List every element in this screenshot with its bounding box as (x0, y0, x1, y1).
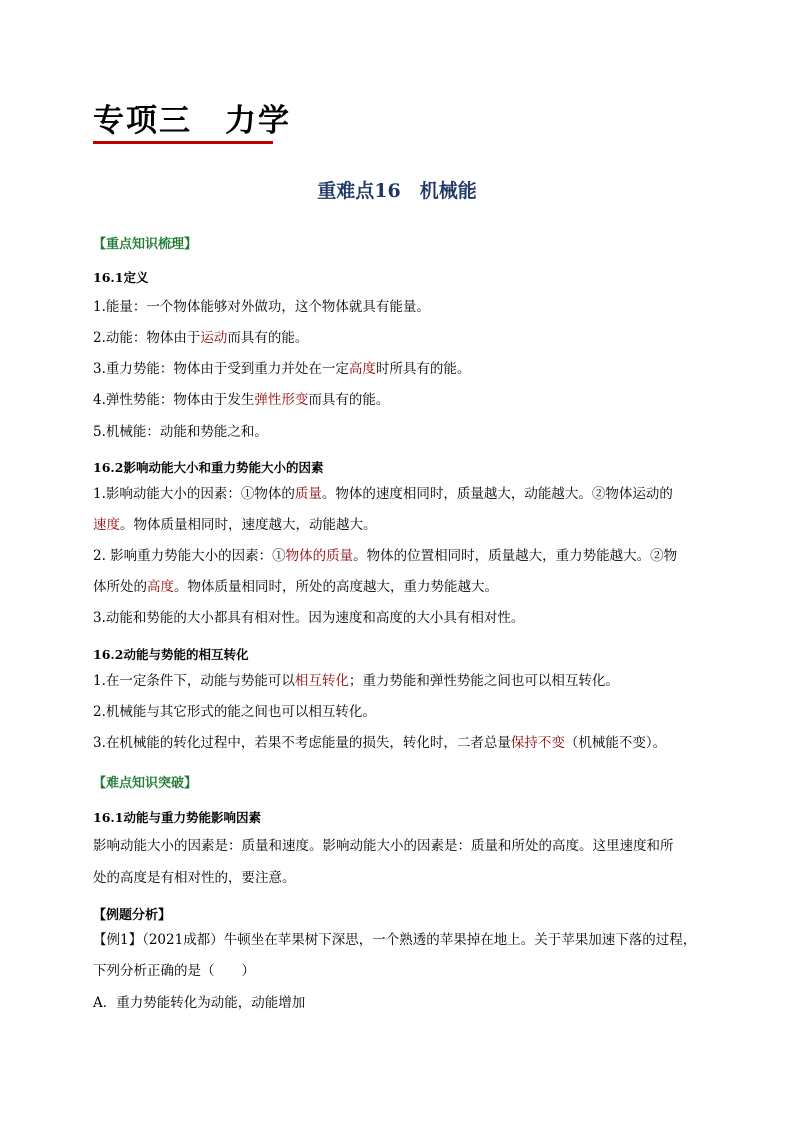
section-title: 重难点16 机械能 (317, 180, 477, 202)
text-line: A．重力势能转化为动能，动能增加 (93, 995, 306, 1011)
section-heading-difficult-points: 【难点知识突破】 (93, 776, 198, 791)
subheading-conversion: 16.2动能与势能的相互转化 (93, 647, 249, 662)
text-line: 3.动能和势能的大小都具有相对性。因为速度和高度的大小具有相对性。 (93, 610, 525, 626)
text-line: 1.影响动能大小的因素：①物体的质量。物体的速度相同时，质量越大，动能越大。②物体运动的 (93, 486, 673, 502)
text-line: 4.弹性势能：物体由于发生弹性形变而具有的能。 (93, 392, 390, 408)
highlight-text: 速度 (93, 517, 120, 533)
section-heading-key-knowledge: 【重点知识梳理】 (93, 237, 198, 252)
subheading-definition: 16.1定义 (93, 270, 149, 285)
text-line: 体所处的高度。物体质量相同时，所处的高度越大，重力势能越大。 (93, 579, 498, 595)
text-line: 【例1】（2021成都）牛顿坐在苹果树下深思，一个熟透的苹果掉在地上。关于苹果加速下落的过程， (93, 932, 697, 948)
highlight-text: 保持不变 (510, 735, 565, 751)
text-line: 2.动能：物体由于运动而具有的能。 (93, 330, 309, 346)
text-line: 速度。物体质量相同时，速度越大，动能越大。 (93, 517, 377, 533)
text-line: 1.能量：一个物体能够对外做功，这个物体就具有能量。 (93, 299, 430, 315)
chapter-title: 专项三 力学 (93, 103, 291, 139)
text-line: 处的高度是有相对性的，要注意。 (93, 870, 296, 886)
text-line: 2.机械能与其它形式的能之间也可以相互转化。 (93, 704, 376, 720)
text-line: 3.在机械能的转化过程中，若果不考虑能量的损失，转化时，二者总量保持不变（机械能不变）。 (93, 735, 667, 751)
text-line: 5.机械能：动能和势能之和。 (93, 424, 268, 440)
text-line: 3.重力势能：物体由于受到重力并处在一定高度时所具有的能。 (93, 361, 471, 377)
subheading-factors: 16.2影响动能大小和重力势能大小的因素 (93, 460, 324, 475)
subheading-example-analysis: 【例题分析】 (93, 908, 172, 923)
subheading-influence-factors: 16.1动能与重力势能影响因素 (93, 810, 261, 825)
highlight-text: 运动 (200, 330, 228, 346)
highlight-text: 高度 (147, 579, 174, 595)
text-line: 下列分析正确的是（ ） (93, 963, 255, 979)
text-line: 1.在一定条件下，动能与势能可以相互转化；重力势能和弹性势能之间也可以相互转化。 (93, 673, 619, 689)
text-line: 2. 影响重力势能大小的因素：①物体的质量。物体的位置相同时，质量越大，重力势能越大。②物 (93, 548, 678, 564)
text-line: 影响动能大小的因素是：质量和速度。影响动能大小的因素是：质量和所处的高度。这里速度和所 (93, 838, 674, 854)
highlight-text: 质量 (294, 486, 322, 502)
highlight-text: 弹性形变 (254, 392, 309, 408)
chapter-underline (93, 141, 273, 144)
highlight-text: 相互转化 (294, 673, 349, 689)
highlight-text: 物体的质量 (285, 548, 354, 564)
highlight-text: 高度 (348, 361, 376, 377)
